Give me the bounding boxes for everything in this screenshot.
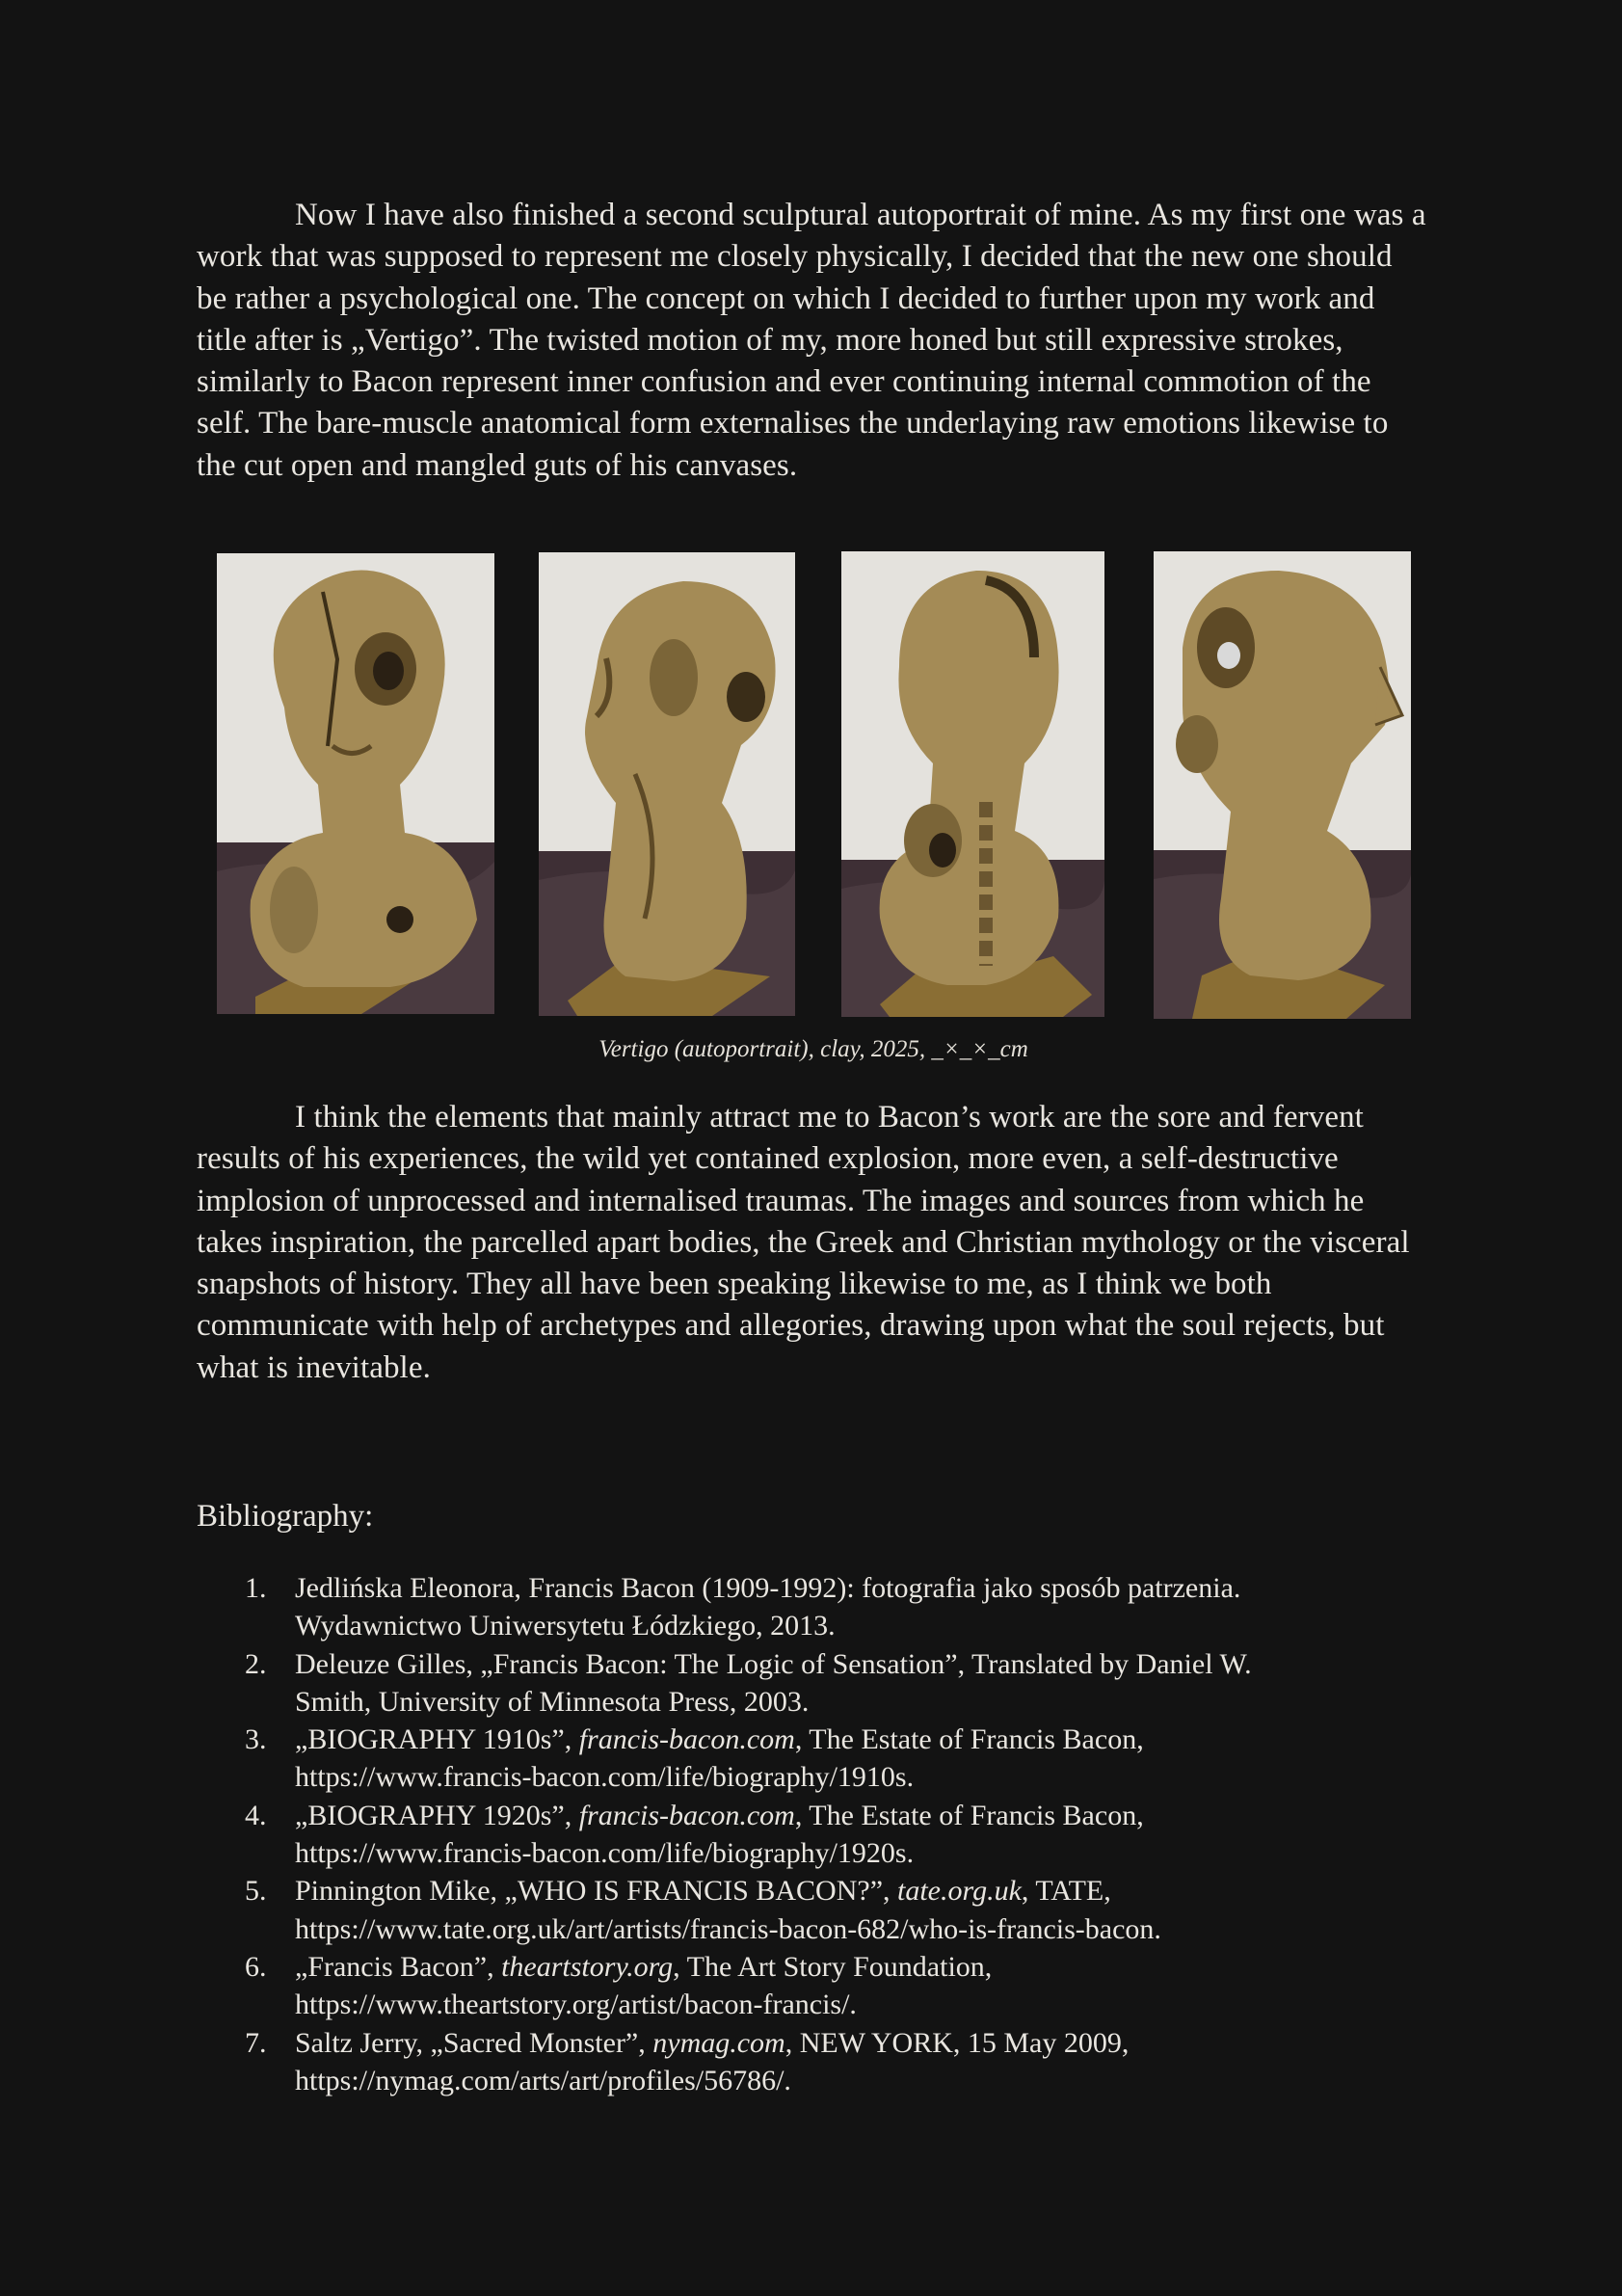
bibliography-item-line xyxy=(295,2062,1440,2099)
bibliography-list xyxy=(197,1569,1440,2099)
bibliography-item-line xyxy=(295,1645,1440,1683)
bibliography-text: https://nymag.com/arts/art/profiles/56786/. xyxy=(295,2064,791,2096)
bibliography-item-line xyxy=(295,2024,1440,2062)
bibliography-text: https://www.francis-bacon.com/life/biography/1920s. xyxy=(295,1837,915,1870)
bibliography-text: Saltz Jerry, „Sacred Monster”, xyxy=(295,2026,653,2059)
bibliography-text: Jedlińska Eleonora, Francis Bacon (1909-1992): fotografia jako sposób patrzenia. xyxy=(295,1572,1241,1604)
sculpture-photo-back xyxy=(841,551,1104,1017)
bibliography-item-number: 5. xyxy=(245,1875,267,1908)
bibliography-item-number: 3. xyxy=(245,1723,267,1756)
intro-paragraph: Now I have also finished a second sculptural autoportrait of mine. As my first one was a work that was supposed to represent me closely physically, I decided that the new one should be rather a psychological one. The concept on which I decided to further upon my work and title after is „Vertigo”. The twisted motion of my, more honed but still expressive strokes, similarly to Bacon represent inner confusion and ever continuing internal commotion of the self. The bare-muscle anatomical form externalises the underlaying raw emotions likewise to the cut open and mangled guts of his canvases. xyxy=(197,198,1426,483)
sculpture-photo-front xyxy=(217,553,494,1014)
bibliography-text: Smith, University of Minnesota Press, 2003. xyxy=(295,1685,810,1718)
bibliography-text: , The Art Story Foundation, xyxy=(673,1950,993,1983)
bibliography-item-number: 1. xyxy=(245,1572,267,1604)
bibliography-item-line xyxy=(295,1683,1440,1721)
bibliography-item xyxy=(197,1797,1440,1873)
analysis-paragraph: I think the elements that mainly attract me to Bacon’s work are the sore and fervent results of his experiences, the wild yet contained explosion, more even, a self-destructive implosion of unprocessed and internalised traumas. The images and sources from which he takes inspiration, the parcelled apart bodies, the Greek and Christian mythology or the visceral snapshots of history. They all have been speaking likewise to me, as I think we both communicate with help of archetypes and allegories, drawing upon what the soul rejects, but what is inevitable. xyxy=(197,1100,1410,1385)
bibliography-text: Pinnington Mike, „WHO IS FRANCIS BACON?”, xyxy=(295,1875,898,1908)
bibliography-item-line xyxy=(295,1834,1440,1872)
bibliography-item xyxy=(197,1948,1440,2024)
bibliography-text: , The Estate of Francis Bacon, xyxy=(794,1723,1144,1756)
bibliography-text: Wydawnictwo Uniwersytetu Łódzkiego, 2013. xyxy=(295,1610,836,1642)
bibliography-item-line xyxy=(295,1910,1440,1948)
bibliography-item-line xyxy=(295,1569,1440,1607)
sculpture-photo-left-profile xyxy=(539,552,795,1016)
bibliography-item-number: 6. xyxy=(245,1950,267,1983)
bibliography-text: https://www.theartstory.org/artist/bacon-francis/. xyxy=(295,1989,857,2021)
bibliography-item xyxy=(197,1721,1440,1797)
bibliography-item xyxy=(197,1645,1440,1722)
bibliography-text: Deleuze Gilles, „Francis Bacon: The Logic of Sensation”, Translated by Daniel W. xyxy=(295,1647,1252,1680)
bibliography-text: „BIOGRAPHY 1910s”, xyxy=(295,1723,579,1756)
bibliography-text: , TATE, xyxy=(1021,1875,1111,1908)
bibliography-source-site: francis-bacon.com xyxy=(578,1799,795,1831)
bibliography-item xyxy=(197,1569,1440,1645)
bibliography-item-line xyxy=(295,1758,1440,1796)
bibliography-text: , NEW YORK, 15 May 2009, xyxy=(784,2026,1130,2059)
bibliography-item-number: 4. xyxy=(245,1799,267,1831)
sculpture-photo-right-profile xyxy=(1154,551,1411,1019)
bibliography-item-line xyxy=(295,1607,1440,1644)
figure-caption: Vertigo (autoportrait), clay, 2025, _×_×_cm xyxy=(598,1036,1028,1062)
bibliography-item-number: 7. xyxy=(245,2026,267,2059)
bibliography-item-line xyxy=(295,1948,1440,1986)
bibliography-heading: Bibliography: xyxy=(197,1499,374,1534)
bibliography-source-site: tate.org.uk xyxy=(897,1875,1022,1908)
bibliography-item-line xyxy=(295,1872,1440,1909)
bibliography-source-site: nymag.com xyxy=(652,2026,785,2059)
bibliography-item-line xyxy=(295,1986,1440,2023)
bibliography-source-site: theartstory.org xyxy=(501,1950,674,1983)
bibliography-item xyxy=(197,1872,1440,1948)
bibliography-text: https://www.francis-bacon.com/life/biography/1910s. xyxy=(295,1761,915,1794)
bibliography-text: https://www.tate.org.uk/art/artists/francis-bacon-682/who-is-francis-bacon. xyxy=(295,1912,1161,1945)
bibliography-item-line xyxy=(295,1797,1440,1834)
bibliography-source-site: francis-bacon.com xyxy=(578,1723,795,1756)
bibliography-text: „BIOGRAPHY 1920s”, xyxy=(295,1799,579,1831)
bibliography-item xyxy=(197,2024,1440,2100)
bibliography-text: , The Estate of Francis Bacon, xyxy=(794,1799,1144,1831)
bibliography-text: „Francis Bacon”, xyxy=(295,1950,502,1983)
bibliography-item-line xyxy=(295,1721,1440,1758)
bibliography-item-number: 2. xyxy=(245,1647,267,1680)
